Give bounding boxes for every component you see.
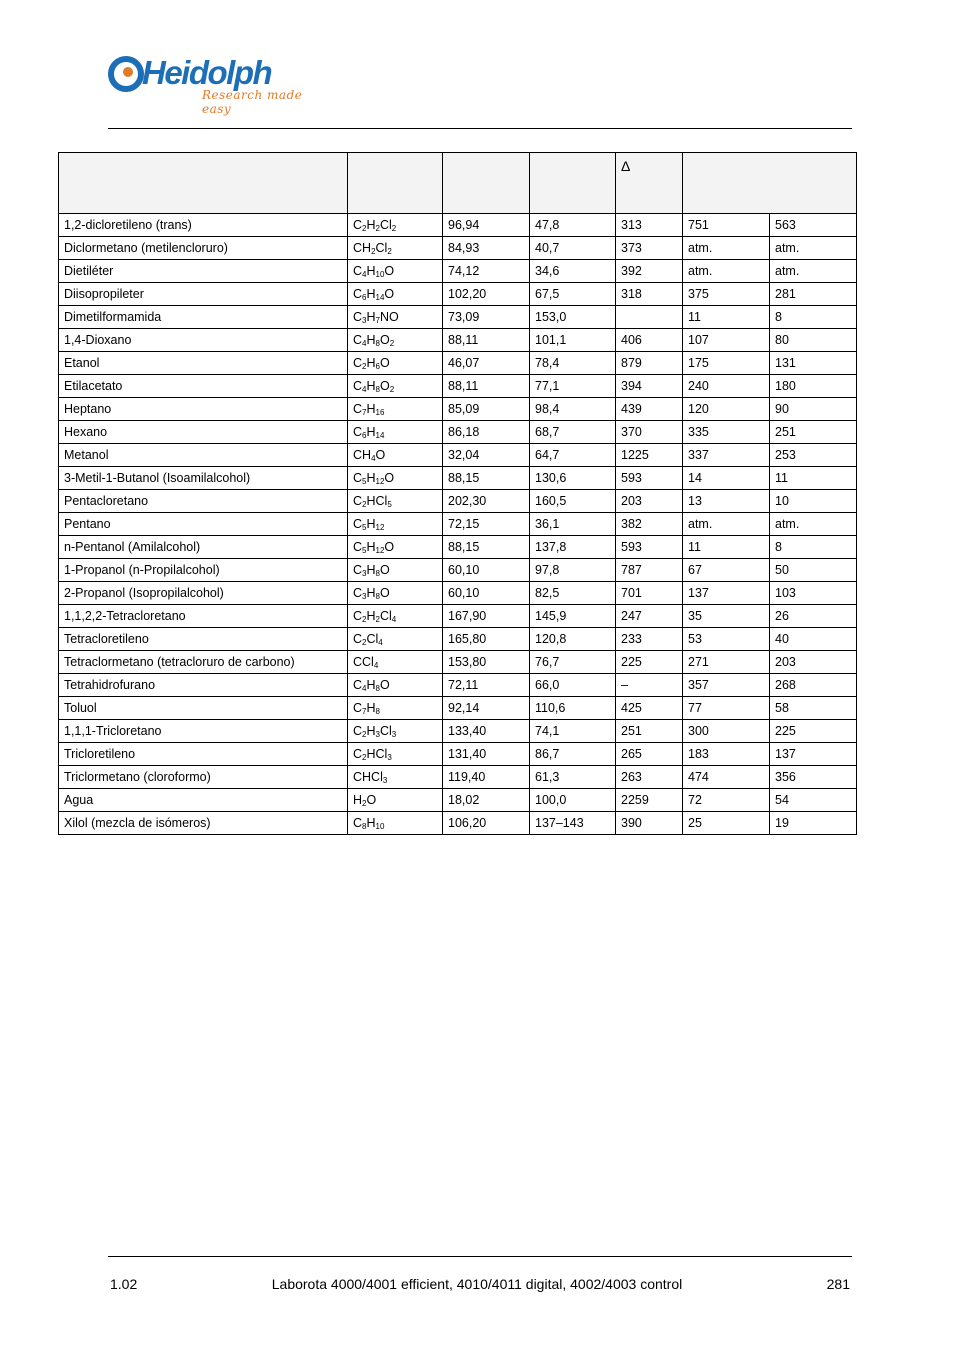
cell-evaporation-energy: 425 xyxy=(616,697,683,720)
cell-molar-mass: 153,80 xyxy=(443,651,530,674)
cell-name: Xilol (mezcla de isómeros) xyxy=(59,812,348,835)
table-row xyxy=(59,490,857,513)
cell-pressure-2: 253 xyxy=(770,444,857,467)
cell-name: Pentano xyxy=(59,513,348,536)
cell-pressure-1: 14 xyxy=(683,467,770,490)
cell-molar-mass: 102,20 xyxy=(443,283,530,306)
cell-boiling-point: 120,8 xyxy=(530,628,616,651)
cell-name: Diisopropileter xyxy=(59,283,348,306)
cell-boiling-point: 68,7 xyxy=(530,421,616,444)
logo-tagline: Research made easy xyxy=(202,88,303,116)
table-row xyxy=(59,605,857,628)
cell-name: 1,1,2,2-Tetracloretano xyxy=(59,605,348,628)
table-row xyxy=(59,421,857,444)
cell-pressure-2: 563 xyxy=(770,214,857,237)
cell-pressure-2: 54 xyxy=(770,789,857,812)
cell-pressure-2: 26 xyxy=(770,605,857,628)
table-row xyxy=(59,720,857,743)
cell-pressure-1: 67 xyxy=(683,559,770,582)
cell-name: Tetraclormetano (tetracloruro de carbono) xyxy=(59,651,348,674)
cell-molar-mass: 86,18 xyxy=(443,421,530,444)
cell-pressure-2: 180 xyxy=(770,375,857,398)
cell-formula: CHCl$_3$ xyxy=(348,766,443,789)
footer-product: Laborota 4000/4001 efficient, 4010/4011 digital, 4002/4003 control xyxy=(271,1276,683,1292)
cell-pressure-1: 335 xyxy=(683,421,770,444)
cell-formula: $H_2O$ xyxy=(348,789,443,812)
cell-pressure-1: 183 xyxy=(683,743,770,766)
table-row xyxy=(59,283,857,306)
cell-formula: $CH_4O$ xyxy=(348,444,443,467)
cell-formula: $C_2H_3Cl_3$ xyxy=(348,720,443,743)
table-row xyxy=(59,513,857,536)
cell-molar-mass: 119,40 xyxy=(443,766,530,789)
cell-pressure-2: 251 xyxy=(770,421,857,444)
cell-pressure-2: 10 xyxy=(770,490,857,513)
footer-rule xyxy=(108,1256,852,1257)
table-row xyxy=(59,789,857,812)
cell-name: Diclormetano (metilencloruro) xyxy=(59,237,348,260)
cell-pressure-2: 103 xyxy=(770,582,857,605)
table-row xyxy=(59,674,857,697)
cell-molar-mass: 165,80 xyxy=(443,628,530,651)
cell-evaporation-energy: 247 xyxy=(616,605,683,628)
header-cell-molar-mass xyxy=(443,153,530,214)
cell-pressure-1: 77 xyxy=(683,697,770,720)
cell-pressure-2: 281 xyxy=(770,283,857,306)
cell-pressure-2: 203 xyxy=(770,651,857,674)
cell-evaporation-energy: 879 xyxy=(616,352,683,375)
cell-boiling-point: 101,1 xyxy=(530,329,616,352)
cell-evaporation-energy: 263 xyxy=(616,766,683,789)
cell-name: Dimetilformamida xyxy=(59,306,348,329)
table-row xyxy=(59,375,857,398)
header-cell-formula xyxy=(348,153,443,214)
table-row xyxy=(59,743,857,766)
cell-pressure-2: 58 xyxy=(770,697,857,720)
cell-name: Metanol xyxy=(59,444,348,467)
cell-boiling-point: 74,1 xyxy=(530,720,616,743)
cell-pressure-2: 90 xyxy=(770,398,857,421)
cell-name: Tetracloretileno xyxy=(59,628,348,651)
cell-name: 1-Propanol (n-Propilalcohol) xyxy=(59,559,348,582)
cell-molar-mass: 60,10 xyxy=(443,559,530,582)
cell-molar-mass: 72,11 xyxy=(443,674,530,697)
cell-molar-mass: 92,14 xyxy=(443,697,530,720)
cell-evaporation-energy: 265 xyxy=(616,743,683,766)
header-cell-name xyxy=(59,153,348,214)
cell-formula: $C_2HCl_5$ xyxy=(348,490,443,513)
logo-mark-icon xyxy=(108,52,144,92)
cell-evaporation-energy: 373 xyxy=(616,237,683,260)
cell-pressure-1: 271 xyxy=(683,651,770,674)
cell-evaporation-energy: 370 xyxy=(616,421,683,444)
header-cell-boiling-point xyxy=(530,153,616,214)
cell-pressure-2: 268 xyxy=(770,674,857,697)
cell-boiling-point: 100,0 xyxy=(530,789,616,812)
cell-evaporation-energy xyxy=(616,306,683,329)
cell-pressure-1: 35 xyxy=(683,605,770,628)
cell-pressure-1: 300 xyxy=(683,720,770,743)
table-row xyxy=(59,536,857,559)
cell-molar-mass: 60,10 xyxy=(443,582,530,605)
table-row xyxy=(59,766,857,789)
cell-molar-mass: 131,40 xyxy=(443,743,530,766)
cell-boiling-point: 78,4 xyxy=(530,352,616,375)
cell-formula: $C_4H_8O_2$ xyxy=(348,329,443,352)
cell-pressure-1: 240 xyxy=(683,375,770,398)
table-row xyxy=(59,467,857,490)
table-header-row xyxy=(59,153,857,214)
cell-pressure-2: 19 xyxy=(770,812,857,835)
cell-pressure-1: 137 xyxy=(683,582,770,605)
cell-formula: $C_5H_{12}O$ xyxy=(348,536,443,559)
cell-pressure-1: atm. xyxy=(683,237,770,260)
cell-boiling-point: 66,0 xyxy=(530,674,616,697)
cell-evaporation-energy: 406 xyxy=(616,329,683,352)
cell-name: Heptano xyxy=(59,398,348,421)
cell-boiling-point: 67,5 xyxy=(530,283,616,306)
cell-pressure-2: 50 xyxy=(770,559,857,582)
cell-molar-mass: 106,20 xyxy=(443,812,530,835)
cell-boiling-point: 34,6 xyxy=(530,260,616,283)
footer-page-number: 281 xyxy=(826,1276,850,1292)
cell-pressure-1: 107 xyxy=(683,329,770,352)
table-row xyxy=(59,214,857,237)
table-row xyxy=(59,398,857,421)
cell-molar-mass: 96,94 xyxy=(443,214,530,237)
cell-boiling-point: 160,5 xyxy=(530,490,616,513)
cell-boiling-point: 77,1 xyxy=(530,375,616,398)
cell-name: Agua xyxy=(59,789,348,812)
cell-evaporation-energy: 313 xyxy=(616,214,683,237)
table-row xyxy=(59,306,857,329)
table-body xyxy=(59,214,857,835)
cell-molar-mass: 88,11 xyxy=(443,329,530,352)
solvent-table xyxy=(58,152,857,835)
cell-formula: $C_2Cl_4$ xyxy=(348,628,443,651)
cell-formula: $C_2H_2Cl_2$ xyxy=(348,214,443,237)
cell-name: n-Pentanol (Amilalcohol) xyxy=(59,536,348,559)
cell-formula: $C_6H_{14}$ xyxy=(348,421,443,444)
cell-evaporation-energy: 593 xyxy=(616,536,683,559)
cell-pressure-2: 40 xyxy=(770,628,857,651)
cell-name: 1,1,1-Tricloretano xyxy=(59,720,348,743)
cell-name: Etilacetato xyxy=(59,375,348,398)
cell-name: Tetrahidrofurano xyxy=(59,674,348,697)
cell-name: Triclormetano (cloroformo) xyxy=(59,766,348,789)
cell-formula: $C_8H_{10}$ xyxy=(348,812,443,835)
cell-pressure-2: atm. xyxy=(770,237,857,260)
cell-molar-mass: 84,93 xyxy=(443,237,530,260)
heidolph-logo xyxy=(108,50,328,114)
cell-pressure-2: atm. xyxy=(770,513,857,536)
cell-boiling-point: 153,0 xyxy=(530,306,616,329)
cell-evaporation-energy: 593 xyxy=(616,467,683,490)
cell-pressure-2: 131 xyxy=(770,352,857,375)
cell-boiling-point: 130,6 xyxy=(530,467,616,490)
cell-formula: $C_4H_{10}O$ xyxy=(348,260,443,283)
cell-formula: $C_3H_8O$ xyxy=(348,559,443,582)
cell-boiling-point: 137,8 xyxy=(530,536,616,559)
cell-pressure-1: 13 xyxy=(683,490,770,513)
cell-molar-mass: 88,11 xyxy=(443,375,530,398)
cell-molar-mass: 133,40 xyxy=(443,720,530,743)
cell-pressure-2: 356 xyxy=(770,766,857,789)
cell-pressure-2: 225 xyxy=(770,720,857,743)
cell-name: Tricloretileno xyxy=(59,743,348,766)
cell-boiling-point: 36,1 xyxy=(530,513,616,536)
cell-molar-mass: 32,04 xyxy=(443,444,530,467)
cell-pressure-2: 80 xyxy=(770,329,857,352)
cell-boiling-point: 97,8 xyxy=(530,559,616,582)
cell-pressure-1: 375 xyxy=(683,283,770,306)
table-row xyxy=(59,582,857,605)
table-row xyxy=(59,559,857,582)
cell-formula: $C_2HCl_3$ xyxy=(348,743,443,766)
cell-pressure-1: 11 xyxy=(683,536,770,559)
cell-pressure-1: 474 xyxy=(683,766,770,789)
cell-formula: $C_3H_7NO$ xyxy=(348,306,443,329)
cell-pressure-1: 175 xyxy=(683,352,770,375)
table-row xyxy=(59,628,857,651)
cell-formula: $C_2H_6O$ xyxy=(348,352,443,375)
cell-molar-mass: 72,15 xyxy=(443,513,530,536)
cell-molar-mass: 167,90 xyxy=(443,605,530,628)
cell-evaporation-energy: 1225 xyxy=(616,444,683,467)
table-row xyxy=(59,352,857,375)
cell-formula: $C_5H_{12}$ xyxy=(348,513,443,536)
cell-evaporation-energy: 701 xyxy=(616,582,683,605)
cell-pressure-1: atm. xyxy=(683,260,770,283)
cell-evaporation-energy: 2259 xyxy=(616,789,683,812)
cell-boiling-point: 137–143 xyxy=(530,812,616,835)
cell-boiling-point: 110,6 xyxy=(530,697,616,720)
cell-evaporation-energy: 251 xyxy=(616,720,683,743)
cell-boiling-point: 40,7 xyxy=(530,237,616,260)
cell-formula: $C_6H_{14}O$ xyxy=(348,283,443,306)
footer-version: 1.02 xyxy=(110,1276,138,1292)
cell-name: 1,2-dicloretileno (trans) xyxy=(59,214,348,237)
cell-evaporation-energy: 225 xyxy=(616,651,683,674)
cell-molar-mass: 202,30 xyxy=(443,490,530,513)
cell-evaporation-energy: 392 xyxy=(616,260,683,283)
cell-pressure-2: 8 xyxy=(770,536,857,559)
cell-formula: $C_7H_{16}$ xyxy=(348,398,443,421)
cell-molar-mass: 18,02 xyxy=(443,789,530,812)
cell-boiling-point: 86,7 xyxy=(530,743,616,766)
cell-formula: $C_2H_2Cl_4$ xyxy=(348,605,443,628)
cell-name: Pentacloretano xyxy=(59,490,348,513)
cell-formula: $C_4H_8O$ xyxy=(348,674,443,697)
cell-pressure-2: atm. xyxy=(770,260,857,283)
cell-evaporation-energy: 439 xyxy=(616,398,683,421)
cell-evaporation-energy: 394 xyxy=(616,375,683,398)
cell-evaporation-energy: 233 xyxy=(616,628,683,651)
table-row xyxy=(59,812,857,835)
logo-wordmark: Heidolph xyxy=(142,54,272,91)
cell-formula: $C_4H_8O_2$ xyxy=(348,375,443,398)
cell-pressure-1: 72 xyxy=(683,789,770,812)
cell-molar-mass: 74,12 xyxy=(443,260,530,283)
cell-pressure-1: 337 xyxy=(683,444,770,467)
cell-name: Toluol xyxy=(59,697,348,720)
cell-formula: $C_3H_8O$ xyxy=(348,582,443,605)
cell-molar-mass: 85,09 xyxy=(443,398,530,421)
cell-boiling-point: 61,3 xyxy=(530,766,616,789)
cell-boiling-point: 47,8 xyxy=(530,214,616,237)
header-rule xyxy=(108,128,852,129)
cell-boiling-point: 82,5 xyxy=(530,582,616,605)
cell-name: 3-Metil-1-Butanol (Isoamilalcohol) xyxy=(59,467,348,490)
cell-evaporation-energy: – xyxy=(616,674,683,697)
table-row xyxy=(59,697,857,720)
cell-boiling-point: 145,9 xyxy=(530,605,616,628)
cell-molar-mass: 88,15 xyxy=(443,536,530,559)
cell-molar-mass: 73,09 xyxy=(443,306,530,329)
cell-name: Etanol xyxy=(59,352,348,375)
cell-boiling-point: 76,7 xyxy=(530,651,616,674)
cell-molar-mass: 46,07 xyxy=(443,352,530,375)
table-row xyxy=(59,237,857,260)
header-cell-delta: Δ xyxy=(616,153,683,214)
cell-evaporation-energy: 787 xyxy=(616,559,683,582)
cell-evaporation-energy: 203 xyxy=(616,490,683,513)
table-row xyxy=(59,329,857,352)
cell-evaporation-energy: 390 xyxy=(616,812,683,835)
cell-evaporation-energy: 382 xyxy=(616,513,683,536)
cell-evaporation-energy: 318 xyxy=(616,283,683,306)
table-row xyxy=(59,260,857,283)
cell-formula: $C_5H_{12}O$ xyxy=(348,467,443,490)
cell-pressure-1: 25 xyxy=(683,812,770,835)
cell-pressure-2: 137 xyxy=(770,743,857,766)
cell-formula: CCl$_4$ xyxy=(348,651,443,674)
cell-pressure-1: 357 xyxy=(683,674,770,697)
cell-pressure-1: 11 xyxy=(683,306,770,329)
cell-pressure-1: atm. xyxy=(683,513,770,536)
cell-pressure-2: 8 xyxy=(770,306,857,329)
cell-boiling-point: 64,7 xyxy=(530,444,616,467)
cell-pressure-1: 120 xyxy=(683,398,770,421)
cell-boiling-point: 98,4 xyxy=(530,398,616,421)
table-row xyxy=(59,444,857,467)
cell-pressure-2: 11 xyxy=(770,467,857,490)
cell-formula: $CH_2Cl_2$ xyxy=(348,237,443,260)
cell-name: Hexano xyxy=(59,421,348,444)
cell-pressure-1: 53 xyxy=(683,628,770,651)
cell-name: Dietiléter xyxy=(59,260,348,283)
cell-name: 1,4-Dioxano xyxy=(59,329,348,352)
header-cell-pressure xyxy=(683,153,857,214)
cell-name: 2-Propanol (Isopropilalcohol) xyxy=(59,582,348,605)
cell-pressure-1: 751 xyxy=(683,214,770,237)
table-row xyxy=(59,651,857,674)
cell-formula: $C_7H_8$ xyxy=(348,697,443,720)
cell-molar-mass: 88,15 xyxy=(443,467,530,490)
